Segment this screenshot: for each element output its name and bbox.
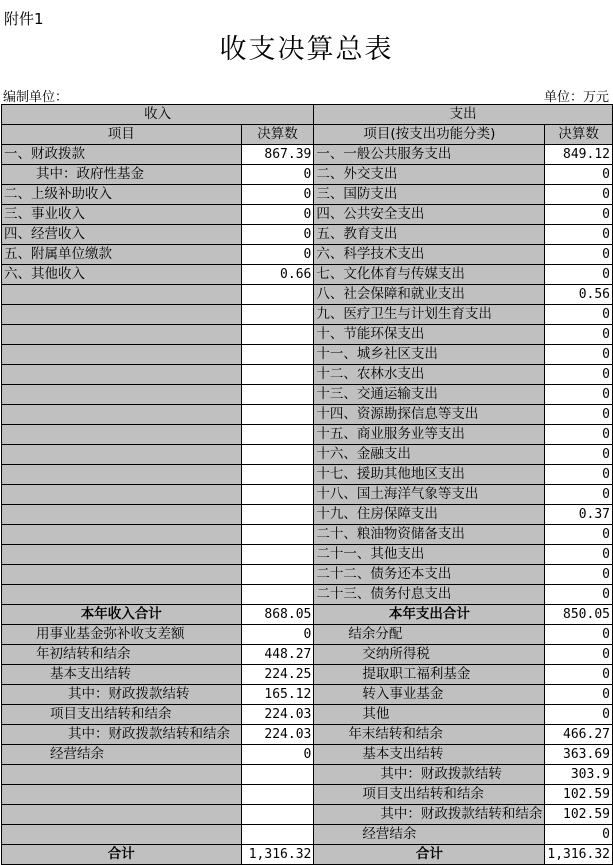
- income-item: [2, 385, 242, 405]
- table-row: [2, 605, 613, 625]
- col-item-expense: 项目(按支出功能分类): [314, 125, 545, 145]
- income-item: 四、经营收入: [2, 225, 242, 245]
- table-row: [2, 705, 613, 725]
- col-item-income: 项目: [2, 125, 242, 145]
- expense-amount: 0: [545, 645, 613, 665]
- expense-amount: 850.05: [545, 605, 613, 625]
- expense-item: 十一、城乡社区支出: [314, 345, 545, 365]
- income-amount: [241, 765, 314, 785]
- income-amount: 0: [241, 225, 314, 245]
- table-row: [2, 245, 613, 265]
- income-item: [2, 465, 242, 485]
- income-item: 其中：政府性基金: [2, 165, 242, 185]
- expense-amount: 0: [545, 685, 613, 705]
- col-amount-expense: 决算数: [545, 125, 613, 145]
- income-amount: [241, 325, 314, 345]
- expense-item: 四、公共安全支出: [314, 205, 545, 225]
- expense-item: 项目支出结转和结余: [314, 785, 545, 805]
- table-row: [2, 445, 613, 465]
- income-amount: [241, 545, 314, 565]
- expense-item: 交纳所得税: [314, 645, 545, 665]
- income-item: 用事业基金弥补收支差额: [2, 625, 242, 645]
- income-item: [2, 585, 242, 605]
- expense-item: 转入事业基金: [314, 685, 545, 705]
- income-item: [2, 805, 242, 825]
- table-row: [2, 325, 613, 345]
- expense-amount: 0: [545, 385, 613, 405]
- expense-item: 十七、援助其他地区支出: [314, 465, 545, 485]
- expense-amount: 466.27: [545, 725, 613, 745]
- expense-amount: 0: [545, 165, 613, 185]
- table-row: [2, 565, 613, 585]
- income-item: 其中：财政拨款结转: [2, 685, 242, 705]
- expense-item: 其中：财政拨款结转: [314, 765, 545, 785]
- income-amount: 0: [241, 205, 314, 225]
- table-row: [2, 145, 613, 165]
- table-row: [2, 725, 613, 745]
- expense-item: 十二、农林水支出: [314, 365, 545, 385]
- table-row: [2, 485, 613, 505]
- expense-amount: 0: [545, 225, 613, 245]
- expense-item: 十六、金融支出: [314, 445, 545, 465]
- income-amount: 0: [241, 745, 314, 765]
- table-row: [2, 405, 613, 425]
- expense-item: 其他: [314, 705, 545, 725]
- expense-item: 八、社会保障和就业支出: [314, 285, 545, 305]
- income-amount: 0: [241, 165, 314, 185]
- income-item: [2, 825, 242, 845]
- income-amount: [241, 345, 314, 365]
- income-item: [2, 405, 242, 425]
- expense-amount: 0: [545, 325, 613, 345]
- expense-amount: 0: [545, 465, 613, 485]
- expense-amount: 0: [545, 425, 613, 445]
- income-amount: [241, 565, 314, 585]
- expense-amount: 0: [545, 445, 613, 465]
- expense-item: 结余分配: [314, 625, 545, 645]
- expense-item: 年末结转和结余: [314, 725, 545, 745]
- income-amount: 0: [241, 245, 314, 265]
- table-row: [2, 825, 613, 845]
- table-row: [2, 665, 613, 685]
- table-row: [2, 765, 613, 785]
- income-amount: [241, 525, 314, 545]
- expense-item: 十、节能环保支出: [314, 325, 545, 345]
- income-amount: [241, 785, 314, 805]
- table-row: [2, 685, 613, 705]
- income-item: [2, 485, 242, 505]
- attachment-label: 附件1: [4, 10, 44, 28]
- currency-unit-label: 单位：万元: [543, 90, 609, 105]
- income-amount: [241, 305, 314, 325]
- income-item: [2, 785, 242, 805]
- expense-amount: 102.59: [545, 805, 613, 825]
- expense-item: 十五、商业服务业等支出: [314, 425, 545, 445]
- expense-item: 十九、住房保障支出: [314, 505, 545, 525]
- income-amount: [241, 825, 314, 845]
- table-row: [2, 545, 613, 565]
- income-item: 经营结余: [2, 745, 242, 765]
- income-amount: 868.05: [241, 605, 314, 625]
- income-item: [2, 345, 242, 365]
- income-amount: [241, 485, 314, 505]
- income-amount: [241, 425, 314, 445]
- table-row: [2, 745, 613, 765]
- income-amount: [241, 465, 314, 485]
- table-row: [2, 285, 613, 305]
- expense-item: 一、一般公共服务支出: [314, 145, 545, 165]
- income-item: [2, 505, 242, 525]
- expense-item: 九、医疗卫生与计划生育支出: [314, 305, 545, 325]
- expense-item: 三、国防支出: [314, 185, 545, 205]
- expense-item: 二十、粮油物资储备支出: [314, 525, 545, 545]
- expense-amount: 0: [545, 265, 613, 285]
- expense-item: 十四、资源勘探信息等支出: [314, 405, 545, 425]
- expense-amount: 0.56: [545, 285, 613, 305]
- income-item: 年初结转和结余: [2, 645, 242, 665]
- income-amount: [241, 445, 314, 465]
- expense-amount: 0: [545, 525, 613, 545]
- expense-amount: 0: [545, 305, 613, 325]
- table-row: [2, 585, 613, 605]
- table-row: [2, 345, 613, 365]
- income-item: [2, 765, 242, 785]
- income-item: 二、上级补助收入: [2, 185, 242, 205]
- income-amount: 0.66: [241, 265, 314, 285]
- income-item: [2, 565, 242, 585]
- income-item: [2, 545, 242, 565]
- table-row: [2, 165, 613, 185]
- table-row: [2, 185, 613, 205]
- expense-item: 合计: [314, 845, 545, 865]
- income-amount: [241, 285, 314, 305]
- income-item: [2, 325, 242, 345]
- expense-amount: 363.69: [545, 745, 613, 765]
- expense-item: 二十二、债务还本支出: [314, 565, 545, 585]
- table-row: [2, 385, 613, 405]
- expense-amount: 0: [545, 665, 613, 685]
- income-item: [2, 445, 242, 465]
- income-amount: 224.03: [241, 725, 314, 745]
- income-amount: 0: [241, 185, 314, 205]
- income-item: 六、其他收入: [2, 265, 242, 285]
- expense-item: 二十三、债务付息支出: [314, 585, 545, 605]
- table-row: [2, 845, 613, 865]
- expense-amount: 0.37: [545, 505, 613, 525]
- table-row: [2, 305, 613, 325]
- income-amount: [241, 365, 314, 385]
- expense-item: 十三、交通运输支出: [314, 385, 545, 405]
- section-income: 收入: [2, 105, 314, 125]
- expense-item: 本年支出合计: [314, 605, 545, 625]
- table-row: [2, 425, 613, 445]
- income-amount: 165.12: [241, 685, 314, 705]
- expense-item: 经营结余: [314, 825, 545, 845]
- income-amount: [241, 585, 314, 605]
- section-header-row: [2, 105, 613, 125]
- income-amount: 224.03: [241, 705, 314, 725]
- expense-amount: 0: [545, 405, 613, 425]
- income-item: 其中：财政拨款结转和结余: [2, 725, 242, 745]
- income-item: 合计: [2, 845, 242, 865]
- income-item: 一、财政拨款: [2, 145, 242, 165]
- income-amount: [241, 385, 314, 405]
- expense-item: 二、外交支出: [314, 165, 545, 185]
- expense-amount: 102.59: [545, 785, 613, 805]
- table-row: [2, 805, 613, 825]
- income-item: [2, 285, 242, 305]
- table-row: [2, 465, 613, 485]
- expense-amount: 0: [545, 205, 613, 225]
- expense-amount: 1,316.32: [545, 845, 613, 865]
- income-amount: [241, 505, 314, 525]
- expense-item: 提取职工福利基金: [314, 665, 545, 685]
- income-amount: 0: [241, 625, 314, 645]
- income-item: 三、事业收入: [2, 205, 242, 225]
- expense-amount: 849.12: [545, 145, 613, 165]
- expense-item: 七、文化体育与传媒支出: [314, 265, 545, 285]
- table-row: [2, 785, 613, 805]
- compiling-unit-label: 编制单位：: [3, 90, 69, 105]
- expense-item: 其中：财政拨款结转和结余: [314, 805, 545, 825]
- table-row: [2, 645, 613, 665]
- table-row: [2, 525, 613, 545]
- income-item: [2, 305, 242, 325]
- expense-amount: 0: [545, 245, 613, 265]
- expense-amount: 0: [545, 545, 613, 565]
- income-amount: [241, 405, 314, 425]
- expense-item: 六、科学技术支出: [314, 245, 545, 265]
- table-row: [2, 265, 613, 285]
- page-title: 收支决算总表: [219, 34, 394, 65]
- expense-amount: 0: [545, 825, 613, 845]
- summary-table: [1, 104, 613, 865]
- expense-item: 十八、国土海洋气象等支出: [314, 485, 545, 505]
- expense-amount: 0: [545, 705, 613, 725]
- column-header-row: [2, 125, 613, 145]
- expense-item: 二十一、其他支出: [314, 545, 545, 565]
- income-amount: 1,316.32: [241, 845, 314, 865]
- col-amount-income: 决算数: [241, 125, 314, 145]
- income-item: [2, 425, 242, 445]
- unit-row: [0, 86, 613, 104]
- expense-amount: 0: [545, 565, 613, 585]
- income-item: 项目支出结转和结余: [2, 705, 242, 725]
- income-amount: 224.25: [241, 665, 314, 685]
- expense-amount: 0: [545, 345, 613, 365]
- income-amount: 867.39: [241, 145, 314, 165]
- expense-item: 五、教育支出: [314, 225, 545, 245]
- income-item: 本年收入合计: [2, 605, 242, 625]
- expense-amount: 0: [545, 585, 613, 605]
- expense-amount: 303.9: [545, 765, 613, 785]
- expense-amount: 0: [545, 365, 613, 385]
- income-item: [2, 365, 242, 385]
- income-item: [2, 525, 242, 545]
- income-item: 基本支出结转: [2, 665, 242, 685]
- expense-amount: 0: [545, 485, 613, 505]
- income-amount: [241, 805, 314, 825]
- income-amount: 448.27: [241, 645, 314, 665]
- table-row: [2, 625, 613, 645]
- section-expense: 支出: [314, 105, 613, 125]
- expense-amount: 0: [545, 625, 613, 645]
- income-item: 五、附属单位缴款: [2, 245, 242, 265]
- expense-item: 基本支出结转: [314, 745, 545, 765]
- expense-amount: 0: [545, 185, 613, 205]
- table-row: [2, 365, 613, 385]
- table-row: [2, 225, 613, 245]
- table-row: [2, 205, 613, 225]
- table-row: [2, 505, 613, 525]
